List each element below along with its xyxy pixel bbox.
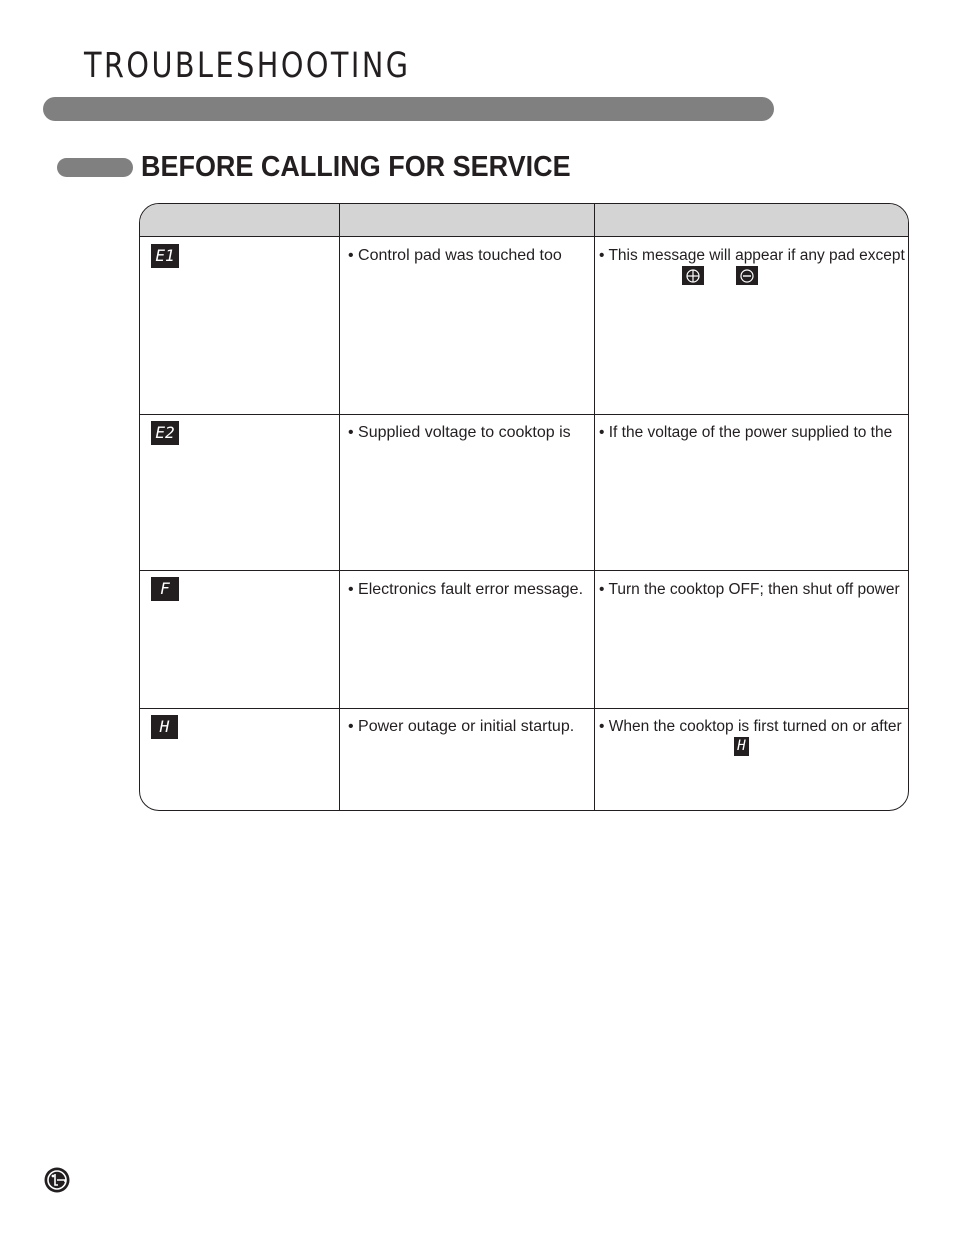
error-code-e1: E1 [151,244,179,268]
section-title: BEFORE CALLING FOR SERVICE [141,151,571,183]
table-header-row [140,204,908,237]
solution-text: • Turn the cooktop OFF; then shut off power [599,581,900,598]
error-code-e2: E2 [151,421,179,445]
row-divider [140,414,908,415]
minus-pad-icon [736,266,758,285]
inline-h-code: H [734,737,749,756]
cause-text: • Electronics fault error message. [348,581,584,598]
lg-logo-icon [44,1167,70,1193]
page-title: TROUBLESHOOTING [84,46,411,86]
troubleshooting-table [139,203,909,811]
row-divider [140,708,908,709]
cause-text: • Control pad was touched too [348,247,562,264]
solution-text: • When the cooktop is first turned on or after [599,718,902,735]
error-code-f: F [151,577,179,601]
plus-pad-icon [682,266,704,285]
row-divider [140,570,908,571]
cause-text: • Power outage or initial startup. [348,718,575,735]
title-divider-bar [43,97,774,121]
column-divider [594,204,595,810]
section-pill-decoration [57,158,133,177]
cause-text: • Supplied voltage to cooktop is [348,424,571,441]
column-divider [339,204,340,810]
solution-text: • If the voltage of the power supplied to the [599,424,893,441]
error-code-h: H [151,715,178,739]
solution-text: • This message will appear if any pad except [599,247,905,264]
